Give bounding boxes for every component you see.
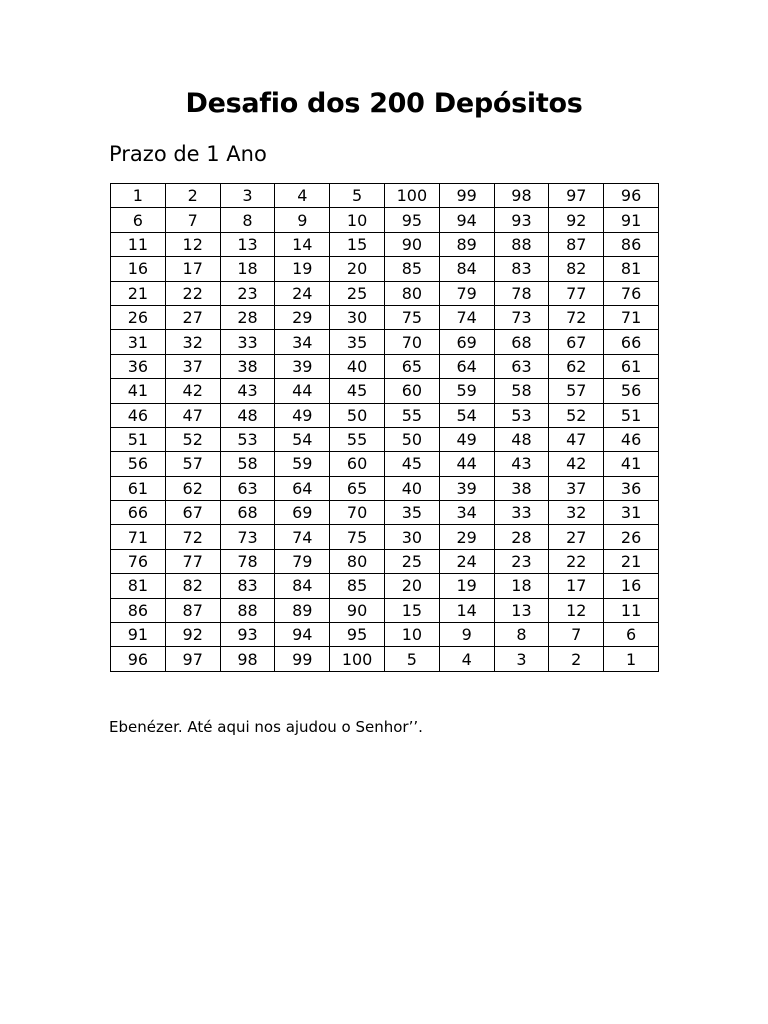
table-cell: 45	[330, 379, 385, 403]
table-cell: 3	[494, 647, 549, 671]
deposit-table	[110, 183, 659, 672]
table-cell: 76	[111, 549, 166, 573]
table-cell: 94	[439, 208, 494, 232]
table-row	[111, 305, 659, 329]
table-cell: 60	[330, 452, 385, 476]
table-cell: 29	[275, 305, 330, 329]
table-cell: 61	[111, 476, 166, 500]
table-cell: 71	[111, 525, 166, 549]
table-cell: 25	[384, 549, 439, 573]
table-row	[111, 354, 659, 378]
table-cell: 15	[384, 598, 439, 622]
table-cell: 83	[494, 257, 549, 281]
table-cell: 98	[220, 647, 275, 671]
table-cell: 56	[111, 452, 166, 476]
table-cell: 51	[604, 403, 659, 427]
table-cell: 48	[220, 403, 275, 427]
table-cell: 66	[111, 501, 166, 525]
table-cell: 46	[111, 403, 166, 427]
table-cell: 38	[220, 354, 275, 378]
table-cell: 88	[494, 232, 549, 256]
table-cell: 64	[439, 354, 494, 378]
table-cell: 92	[549, 208, 604, 232]
table-cell: 30	[384, 525, 439, 549]
table-row	[111, 647, 659, 671]
table-row	[111, 525, 659, 549]
table-cell: 77	[549, 281, 604, 305]
table-cell: 22	[165, 281, 220, 305]
table-cell: 70	[384, 330, 439, 354]
table-cell: 85	[384, 257, 439, 281]
table-cell: 83	[220, 574, 275, 598]
table-cell: 62	[549, 354, 604, 378]
table-cell: 81	[604, 257, 659, 281]
table-cell: 50	[384, 427, 439, 451]
table-row	[111, 501, 659, 525]
table-cell: 39	[439, 476, 494, 500]
table-row	[111, 574, 659, 598]
table-cell: 31	[111, 330, 166, 354]
table-cell: 17	[549, 574, 604, 598]
table-cell: 91	[111, 623, 166, 647]
table-cell: 46	[604, 427, 659, 451]
table-cell: 40	[384, 476, 439, 500]
table-cell: 82	[165, 574, 220, 598]
table-cell: 50	[330, 403, 385, 427]
table-cell: 10	[330, 208, 385, 232]
table-cell: 21	[604, 549, 659, 573]
table-cell: 8	[494, 623, 549, 647]
table-cell: 9	[439, 623, 494, 647]
table-cell: 26	[604, 525, 659, 549]
table-cell: 97	[165, 647, 220, 671]
table-cell: 55	[330, 427, 385, 451]
table-cell: 79	[275, 549, 330, 573]
table-cell: 42	[549, 452, 604, 476]
table-cell: 55	[384, 403, 439, 427]
table-cell: 64	[275, 476, 330, 500]
table-cell: 66	[604, 330, 659, 354]
page-title: Desafio dos 200 Depósitos	[185, 88, 583, 119]
table-cell: 95	[330, 623, 385, 647]
table-cell: 67	[165, 501, 220, 525]
table-cell: 72	[165, 525, 220, 549]
table-cell: 56	[604, 379, 659, 403]
table-cell: 93	[220, 623, 275, 647]
table-row	[111, 184, 659, 208]
table-cell: 35	[330, 330, 385, 354]
table-cell: 49	[439, 427, 494, 451]
subtitle: Prazo de 1 Ano	[109, 142, 267, 166]
table-cell: 38	[494, 476, 549, 500]
table-cell: 52	[549, 403, 604, 427]
table-cell: 37	[165, 354, 220, 378]
table-cell: 78	[494, 281, 549, 305]
table-cell: 96	[111, 647, 166, 671]
table-cell: 84	[439, 257, 494, 281]
table-cell: 70	[330, 501, 385, 525]
table-cell: 49	[275, 403, 330, 427]
table-row	[111, 452, 659, 476]
table-cell: 77	[165, 549, 220, 573]
table-cell: 76	[604, 281, 659, 305]
table-cell: 21	[111, 281, 166, 305]
table-cell: 23	[494, 549, 549, 573]
table-cell: 90	[330, 598, 385, 622]
table-cell: 99	[275, 647, 330, 671]
table-cell: 100	[384, 184, 439, 208]
table-cell: 17	[165, 257, 220, 281]
table-cell: 12	[165, 232, 220, 256]
table-cell: 80	[384, 281, 439, 305]
table-cell: 1	[111, 184, 166, 208]
table-cell: 93	[494, 208, 549, 232]
table-cell: 100	[330, 647, 385, 671]
table-cell: 86	[604, 232, 659, 256]
table-cell: 11	[111, 232, 166, 256]
table-cell: 8	[220, 208, 275, 232]
table-row	[111, 257, 659, 281]
table-cell: 59	[275, 452, 330, 476]
table-cell: 97	[549, 184, 604, 208]
table-cell: 48	[494, 427, 549, 451]
table-cell: 53	[494, 403, 549, 427]
table-cell: 63	[494, 354, 549, 378]
table-cell: 59	[439, 379, 494, 403]
table-cell: 41	[111, 379, 166, 403]
table-cell: 58	[220, 452, 275, 476]
table-cell: 53	[220, 427, 275, 451]
table-cell: 1	[604, 647, 659, 671]
table-cell: 68	[494, 330, 549, 354]
table-cell: 61	[604, 354, 659, 378]
table-cell: 3	[220, 184, 275, 208]
table-cell: 7	[549, 623, 604, 647]
table-cell: 14	[275, 232, 330, 256]
table-cell: 67	[549, 330, 604, 354]
table-cell: 47	[165, 403, 220, 427]
table-cell: 13	[494, 598, 549, 622]
table-cell: 74	[275, 525, 330, 549]
table-cell: 63	[220, 476, 275, 500]
table-cell: 81	[111, 574, 166, 598]
table-cell: 69	[275, 501, 330, 525]
table-cell: 29	[439, 525, 494, 549]
table-cell: 23	[220, 281, 275, 305]
deposit-grid	[110, 183, 659, 672]
table-cell: 75	[330, 525, 385, 549]
table-cell: 39	[275, 354, 330, 378]
table-cell: 78	[220, 549, 275, 573]
table-cell: 69	[439, 330, 494, 354]
table-cell: 95	[384, 208, 439, 232]
table-cell: 22	[549, 549, 604, 573]
table-cell: 28	[494, 525, 549, 549]
table-cell: 80	[330, 549, 385, 573]
table-cell: 43	[494, 452, 549, 476]
table-cell: 44	[439, 452, 494, 476]
table-cell: 54	[439, 403, 494, 427]
table-cell: 82	[549, 257, 604, 281]
table-cell: 41	[604, 452, 659, 476]
table-cell: 90	[384, 232, 439, 256]
table-cell: 33	[220, 330, 275, 354]
table-cell: 98	[494, 184, 549, 208]
table-cell: 18	[494, 574, 549, 598]
table-cell: 26	[111, 305, 166, 329]
table-cell: 31	[604, 501, 659, 525]
table-cell: 18	[220, 257, 275, 281]
table-cell: 9	[275, 208, 330, 232]
table-cell: 2	[165, 184, 220, 208]
table-cell: 85	[330, 574, 385, 598]
table-row	[111, 476, 659, 500]
table-row	[111, 379, 659, 403]
table-cell: 52	[165, 427, 220, 451]
table-cell: 43	[220, 379, 275, 403]
table-cell: 57	[165, 452, 220, 476]
table-cell: 62	[165, 476, 220, 500]
table-cell: 4	[439, 647, 494, 671]
table-cell: 5	[330, 184, 385, 208]
table-cell: 44	[275, 379, 330, 403]
table-cell: 34	[275, 330, 330, 354]
table-cell: 28	[220, 305, 275, 329]
table-row	[111, 208, 659, 232]
table-cell: 10	[384, 623, 439, 647]
table-cell: 40	[330, 354, 385, 378]
table-cell: 36	[111, 354, 166, 378]
table-cell: 6	[111, 208, 166, 232]
table-cell: 36	[604, 476, 659, 500]
table-cell: 86	[111, 598, 166, 622]
table-cell: 37	[549, 476, 604, 500]
table-cell: 16	[604, 574, 659, 598]
table-cell: 6	[604, 623, 659, 647]
table-cell: 14	[439, 598, 494, 622]
table-cell: 87	[549, 232, 604, 256]
table-cell: 99	[439, 184, 494, 208]
table-cell: 71	[604, 305, 659, 329]
table-row	[111, 427, 659, 451]
table-row	[111, 330, 659, 354]
table-cell: 57	[549, 379, 604, 403]
table-cell: 96	[604, 184, 659, 208]
table-cell: 19	[439, 574, 494, 598]
table-cell: 2	[549, 647, 604, 671]
table-cell: 73	[494, 305, 549, 329]
table-cell: 79	[439, 281, 494, 305]
table-cell: 72	[549, 305, 604, 329]
table-cell: 13	[220, 232, 275, 256]
table-cell: 15	[330, 232, 385, 256]
table-cell: 16	[111, 257, 166, 281]
table-cell: 34	[439, 501, 494, 525]
table-cell: 51	[111, 427, 166, 451]
table-cell: 74	[439, 305, 494, 329]
table-cell: 11	[604, 598, 659, 622]
table-cell: 20	[330, 257, 385, 281]
table-cell: 35	[384, 501, 439, 525]
table-cell: 94	[275, 623, 330, 647]
table-cell: 42	[165, 379, 220, 403]
table-cell: 7	[165, 208, 220, 232]
table-row	[111, 403, 659, 427]
table-cell: 65	[330, 476, 385, 500]
table-cell: 89	[439, 232, 494, 256]
table-cell: 68	[220, 501, 275, 525]
table-cell: 5	[384, 647, 439, 671]
table-cell: 24	[439, 549, 494, 573]
table-row	[111, 598, 659, 622]
table-cell: 47	[549, 427, 604, 451]
table-cell: 58	[494, 379, 549, 403]
table-cell: 88	[220, 598, 275, 622]
table-cell: 12	[549, 598, 604, 622]
deposit-table-body	[111, 184, 659, 672]
footer-verse: Ebenézer. Até aqui nos ajudou o Senhor’’.	[109, 718, 423, 736]
table-cell: 92	[165, 623, 220, 647]
table-cell: 32	[165, 330, 220, 354]
table-cell: 89	[275, 598, 330, 622]
table-cell: 27	[549, 525, 604, 549]
table-cell: 54	[275, 427, 330, 451]
table-cell: 25	[330, 281, 385, 305]
table-cell: 4	[275, 184, 330, 208]
table-cell: 33	[494, 501, 549, 525]
table-cell: 91	[604, 208, 659, 232]
table-cell: 73	[220, 525, 275, 549]
table-row	[111, 623, 659, 647]
table-row	[111, 549, 659, 573]
table-cell: 27	[165, 305, 220, 329]
table-cell: 84	[275, 574, 330, 598]
table-cell: 30	[330, 305, 385, 329]
table-row	[111, 281, 659, 305]
table-cell: 19	[275, 257, 330, 281]
table-cell: 87	[165, 598, 220, 622]
table-cell: 60	[384, 379, 439, 403]
table-cell: 65	[384, 354, 439, 378]
table-cell: 24	[275, 281, 330, 305]
table-cell: 45	[384, 452, 439, 476]
table-cell: 75	[384, 305, 439, 329]
table-cell: 32	[549, 501, 604, 525]
table-row	[111, 232, 659, 256]
table-cell: 20	[384, 574, 439, 598]
